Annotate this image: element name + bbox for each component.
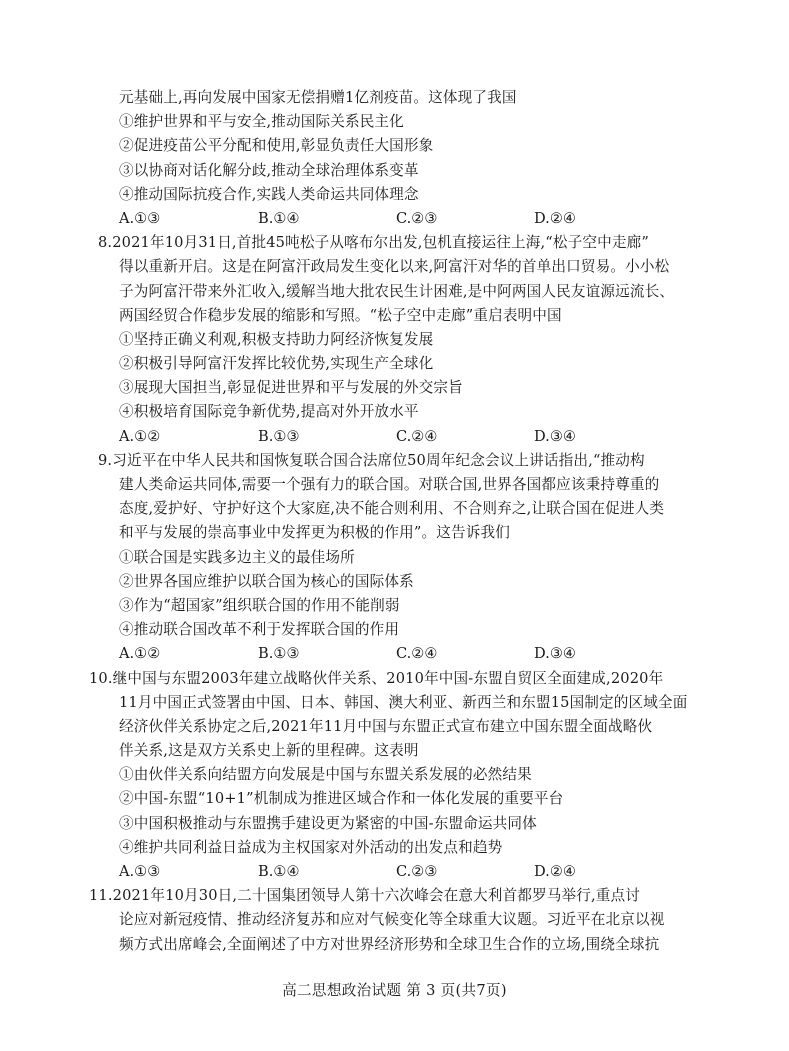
- q8-choice-b: B.①③: [258, 427, 300, 445]
- q9-choice-c: C.②④: [396, 645, 438, 663]
- q8-stem-line-4: 两国经贸合作稳步发展的缩影和写照。“松子空中走廊”重启表明中国: [119, 306, 562, 324]
- q8-choice-c: C.②④: [396, 427, 438, 445]
- q9-choice-b: B.①③: [258, 645, 300, 663]
- q7-choice-d: D.②④: [534, 209, 576, 227]
- q10-stem-line-3: 经济伙伴关系协定之后,2021年11月中国与东盟正式宣布建立中国东盟全面战略伙: [119, 717, 653, 735]
- q10-choice-b: B.①④: [258, 863, 300, 880]
- q9-choice-a: A.①②: [119, 645, 161, 663]
- q8-choice-d: D.③④: [534, 427, 576, 445]
- q10-choice-d: D.②④: [534, 863, 576, 880]
- q7-stem-continuation: 元基础上,再向发展中国家无偿捐赠1亿剂疫苗。这体现了我国: [119, 89, 517, 106]
- q7-option-4: ④推动国际抗疫合作,实践人类命运共同体理念: [119, 185, 419, 203]
- q10-option-4: ④维护共同利益日益成为主权国家对外活动的出发点和趋势: [119, 838, 503, 856]
- q9-choices: [117, 642, 702, 666]
- q10-choice-a: A.①③: [119, 863, 161, 880]
- q9-option-4: ④推动联合国改革不利于发挥联合国的作用: [119, 621, 400, 639]
- q10-stem-line-1: 10.继中国与东盟2003年建立战略伙伴关系、2010年中国-东盟自贸区全面建成,2020年: [89, 669, 664, 687]
- q8-choice-a: A.①②: [119, 427, 161, 445]
- q10-option-1: ①由伙伴关系向结盟方向发展是中国与东盟关系发展的必然结果: [119, 766, 532, 784]
- q8-option-1: ①坚持正确义利观,积极支持助力阿经济恢复发展: [119, 330, 434, 348]
- q8-stem-line-2: 得以重新开启。这是在阿富汗政局发生变化以来,阿富汗对华的首单出口贸易。小小松: [119, 258, 670, 276]
- q7-option-1: ①维护世界和平与安全,推动国际关系民主化: [119, 113, 404, 131]
- q10-option-2: ②中国-东盟“10+1”机制成为推进区域合作和一体化发展的重要平台: [119, 790, 564, 808]
- q10-stem-line-2: 11月中国正式签署由中国、日本、韩国、澳大利亚、新西兰和东盟15国制定的区域全面: [119, 693, 688, 711]
- q9-option-3: ③作为“超国家”组织联合国的作用不能削弱: [119, 596, 400, 614]
- q7-choice-c: C.②③: [396, 209, 438, 227]
- q9-stem-line-1: 9.习近平在中华人民共和国恢复联合国合法席位50周年纪念会议上讲话指出,“推动构: [98, 451, 645, 469]
- q10-choices: [117, 860, 702, 884]
- q9-stem-line-4: 和平与发展的崇高事业中发挥更为积极的作用”。这告诉我们: [119, 524, 510, 542]
- q9-choice-d: D.③④: [534, 645, 576, 663]
- q8-stem-line-3: 子为阿富汗带来外汇收入,缓解当地大批农民生计困难,是中阿两国人民友谊源远流长、: [119, 282, 675, 300]
- q8-option-4: ④积极培育国际竞争新优势,提高对外开放水平: [119, 403, 419, 421]
- q10-choice-c: C.②③: [396, 863, 438, 880]
- q9-option-2: ②世界各国应维护以联合国为核心的国际体系: [119, 572, 414, 590]
- q9-stem-line-3: 态度,爱护好、守护好这个大家庭,决不能合则利用、不合则弃之,让联合国在促进人类: [119, 500, 665, 518]
- q9-option-1: ①联合国是实践多边主义的最佳场所: [119, 548, 355, 566]
- q8-stem-line-1: 8.2021年10月31日,首批45吨松子从喀布尔出发,包机直接运往上海,“松子空中走廊”: [98, 234, 649, 252]
- q11-stem-line-1: 11.2021年10月30日,二十国集团领导人第十六次峰会在意大利首都罗马举行,重点讨: [89, 887, 641, 905]
- q11-stem-line-2: 论应对新冠疫情、推动经济复苏和应对气候变化等全球重大议题。习近平在北京以视: [119, 911, 665, 929]
- q9-stem-line-2: 建人类命运共同体,需要一个强有力的联合国。对联合国,世界各国都应该秉持尊重的: [119, 476, 660, 493]
- q7-option-2: ②促进疫苗公平分配和使用,彰显负责任大国形象: [119, 137, 434, 155]
- q8-option-3: ③展现大国担当,彰显促进世界和平与发展的外交宗旨: [119, 379, 463, 397]
- q7-choice-b: B.①④: [258, 209, 300, 227]
- q8-choices: [117, 425, 702, 449]
- q11-stem-line-3: 频方式出席峰会,全面阐述了中方对世界经济形势和全球卫生合作的立场,围绕全球抗: [119, 935, 660, 953]
- q10-stem-line-4: 伴关系,这是双方关系史上新的里程碑。这表明: [119, 742, 419, 760]
- q10-option-3: ③中国积极推动与东盟携手建设更为紧密的中国-东盟命运共同体: [119, 814, 537, 832]
- q7-option-3: ③以协商对话化解分歧,推动全球治理体系变革: [119, 161, 419, 179]
- page-content: [89, 86, 702, 957]
- q7-choice-a: A.①③: [119, 209, 161, 227]
- q7-choices: [117, 207, 702, 231]
- q8-option-2: ②积极引导阿富汗发挥比较优势,实现生产全球化: [119, 355, 434, 373]
- page-footer: 高二思想政治试题 第 3 页(共7页): [282, 982, 507, 999]
